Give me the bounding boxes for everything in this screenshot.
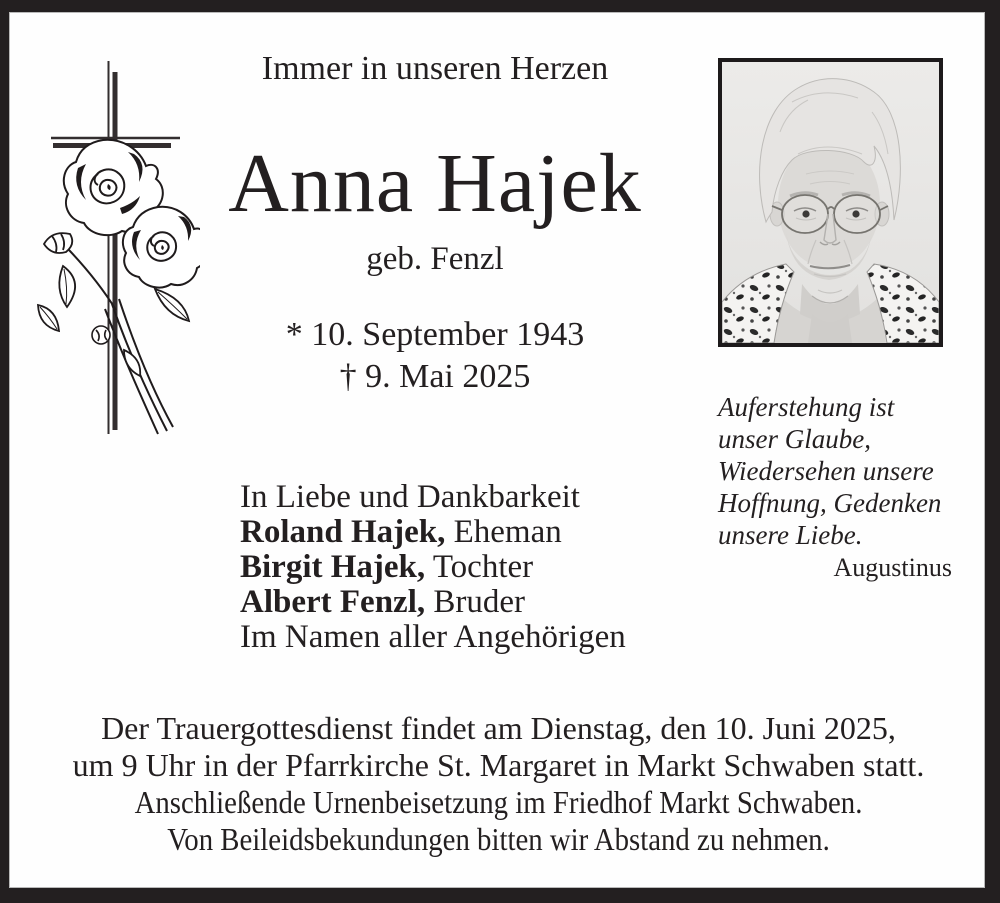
death-date: † 9. Mai 2025	[339, 358, 531, 395]
service-line: Von Beileidsbekundungen bitten wir Abstand zu nehmen.	[167, 821, 830, 857]
deceased-name: Anna Hajek	[228, 137, 642, 230]
mourner-name: Birgit Hajek,	[240, 549, 426, 585]
memorial-phrase: Immer in unseren Herzen	[261, 50, 609, 87]
mourners-outro: Im Namen aller Angehörigen	[240, 619, 626, 655]
service-line: Anschließende Urnenbeisetzung im Friedhof Markt Schwaben.	[134, 784, 863, 820]
quote-attribution: Augustinus	[833, 553, 952, 582]
memorial-quote	[718, 391, 958, 584]
service-details	[12, 710, 985, 858]
quote-line: Auferstehung ist	[718, 392, 895, 422]
quote-line: Hoffnung, Gedenken	[718, 488, 942, 518]
mourner-name: Roland Hajek,	[240, 514, 446, 550]
quote-line: unser Glaube,	[718, 424, 871, 454]
mourner-relation: Eheman	[453, 514, 562, 550]
service-line: Der Trauergottesdienst findet am Dienstag, den 10. Juni 2025,	[101, 710, 896, 746]
quote-line: unsere Liebe.	[718, 520, 863, 550]
maiden-name: geb. Fenzl	[366, 241, 504, 277]
mourners-intro: In Liebe und Dankbarkeit	[240, 479, 580, 515]
service-line: um 9 Uhr in der Pfarrkirche St. Margaret in Markt Schwaben statt.	[72, 747, 925, 783]
mourner-relation: Tochter	[432, 549, 534, 585]
mourners-list	[240, 480, 700, 655]
mourner-row	[240, 585, 700, 620]
mourner-name: Albert Fenzl,	[240, 584, 426, 620]
birth-date: * 10. September 1943	[285, 316, 585, 353]
mourner-row	[240, 550, 700, 585]
portrait-photo	[718, 58, 943, 347]
mourner-relation: Bruder	[433, 584, 525, 620]
quote-line: Wiedersehen unsere	[718, 456, 934, 486]
mourner-row	[240, 515, 700, 550]
